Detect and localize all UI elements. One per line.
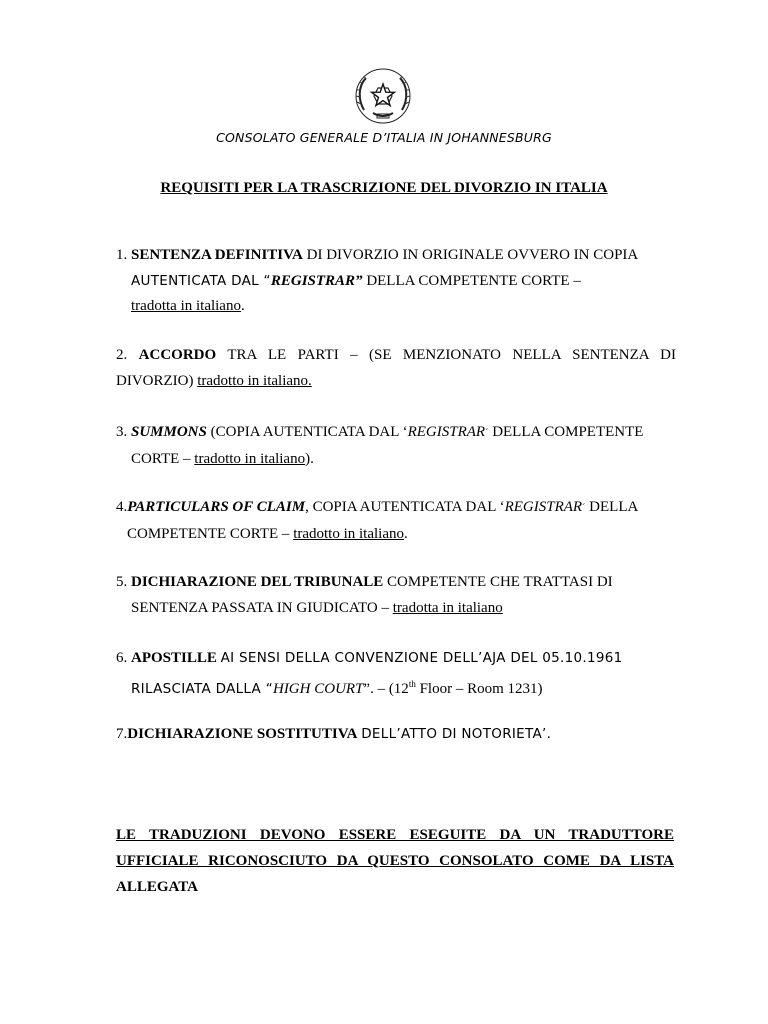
item-text: COMPETENTE CHE TRATTASI DI [387, 574, 613, 590]
item-heading: DICHIARAZIONE SOSTITUTIVA [127, 726, 358, 742]
translation-requirement: tradotto in italiano. [197, 372, 312, 389]
item-term: REGISTRAR [407, 424, 486, 440]
requirement-2 [116, 343, 676, 394]
item-text: . [404, 525, 408, 542]
emblem-of-italy-icon [352, 66, 414, 128]
note-line: LE TRADUZIONI DEVONO ESSERE ESEGUITE DA UN TRADUTTORE [116, 827, 674, 843]
item-heading: APOSTILLE [131, 650, 217, 666]
item-number: 3. [116, 424, 128, 440]
item-number: 1. [116, 247, 128, 263]
item-text: ). [305, 450, 314, 467]
item-number: 7. [116, 726, 128, 742]
item-text: DELLA COMPETENTE [492, 424, 644, 440]
item-text: DELLA [589, 499, 639, 515]
requirement-5 [116, 570, 676, 621]
requirement-7 [116, 722, 676, 748]
item-heading: SENTENZA DEFINITIVA [131, 247, 303, 263]
item-number: 2. [116, 347, 128, 363]
item-text: AI SENSI DELLA CONVENZIONE DELL’AJA DEL 05.10.1961 [220, 650, 623, 666]
note-line: UFFICIALE RICONOSCIUTO DA QUESTO CONSOLATO COME DA LISTA [116, 853, 674, 869]
item-text: ´ [485, 428, 489, 439]
item-heading: DICHIARAZIONE DEL TRIBUNALE [131, 574, 384, 590]
item-text: DELLA COMPETENTE CORTE – [366, 272, 581, 289]
item-text: DI DIVORZIO IN ORIGINALE OVVERO IN COPIA [306, 247, 639, 263]
item-text: RILASCIATA DALLA “ [131, 680, 273, 697]
item-text: . [240, 298, 245, 314]
item-text: ”. – (12 [363, 680, 409, 697]
item-text: ´ [582, 503, 586, 514]
document-title: REQUISITI PER LA TRASCRIZIONE DEL DIVORZIO IN ITALIA [160, 180, 608, 196]
item-text: COMPETENTE CORTE – [127, 525, 290, 542]
item-term: REGISTRAR” [270, 272, 363, 289]
item-text: AUTENTICATA DAL “ [131, 272, 271, 289]
translation-requirement: tradotta in italiano [392, 599, 503, 616]
item-number: 6. [116, 650, 128, 666]
consulate-name: CONSOLATO GENERALE D’ITALIA IN JOHANNESBURG [216, 130, 552, 145]
translation-note [116, 822, 674, 900]
item-heading: ACCORDO [138, 347, 217, 363]
translation-requirement: tradotto in italiano [293, 525, 404, 542]
item-number: 4. [116, 499, 128, 515]
item-text: DELL’ATTO DI NOTORIETA’. [361, 726, 552, 742]
item-term: REGISTRAR [504, 499, 583, 515]
requirement-6 [116, 646, 676, 702]
item-text: (COPIA AUTENTICATA DAL ‘ [210, 424, 408, 440]
superscript: th [408, 678, 416, 689]
translation-requirement: tradotta in italiano [131, 298, 241, 314]
requirement-4 [116, 495, 676, 547]
item-text: , COPIA AUTENTICATA DAL ‘ [305, 499, 505, 515]
item-number: 5. [116, 574, 128, 590]
item-text: CORTE – [131, 450, 191, 467]
requirement-3 [116, 420, 676, 472]
item-heading: PARTICULARS OF CLAIM [127, 499, 306, 515]
item-text: SENTENZA PASSATA IN GIUDICATO – [131, 599, 389, 616]
translation-requirement: tradotto in italiano [194, 450, 306, 467]
item-text: Floor – Room 1231) [419, 680, 543, 697]
item-heading: SUMMONS [131, 424, 207, 440]
item-term: HIGH COURT [272, 680, 364, 697]
item-text: TRA LE PARTI – (SE MENZIONATO NELLA SENTENZA DI DIVORZIO) [116, 347, 677, 389]
note-line: ALLEGATA [116, 879, 198, 895]
requirement-1 [116, 243, 676, 320]
